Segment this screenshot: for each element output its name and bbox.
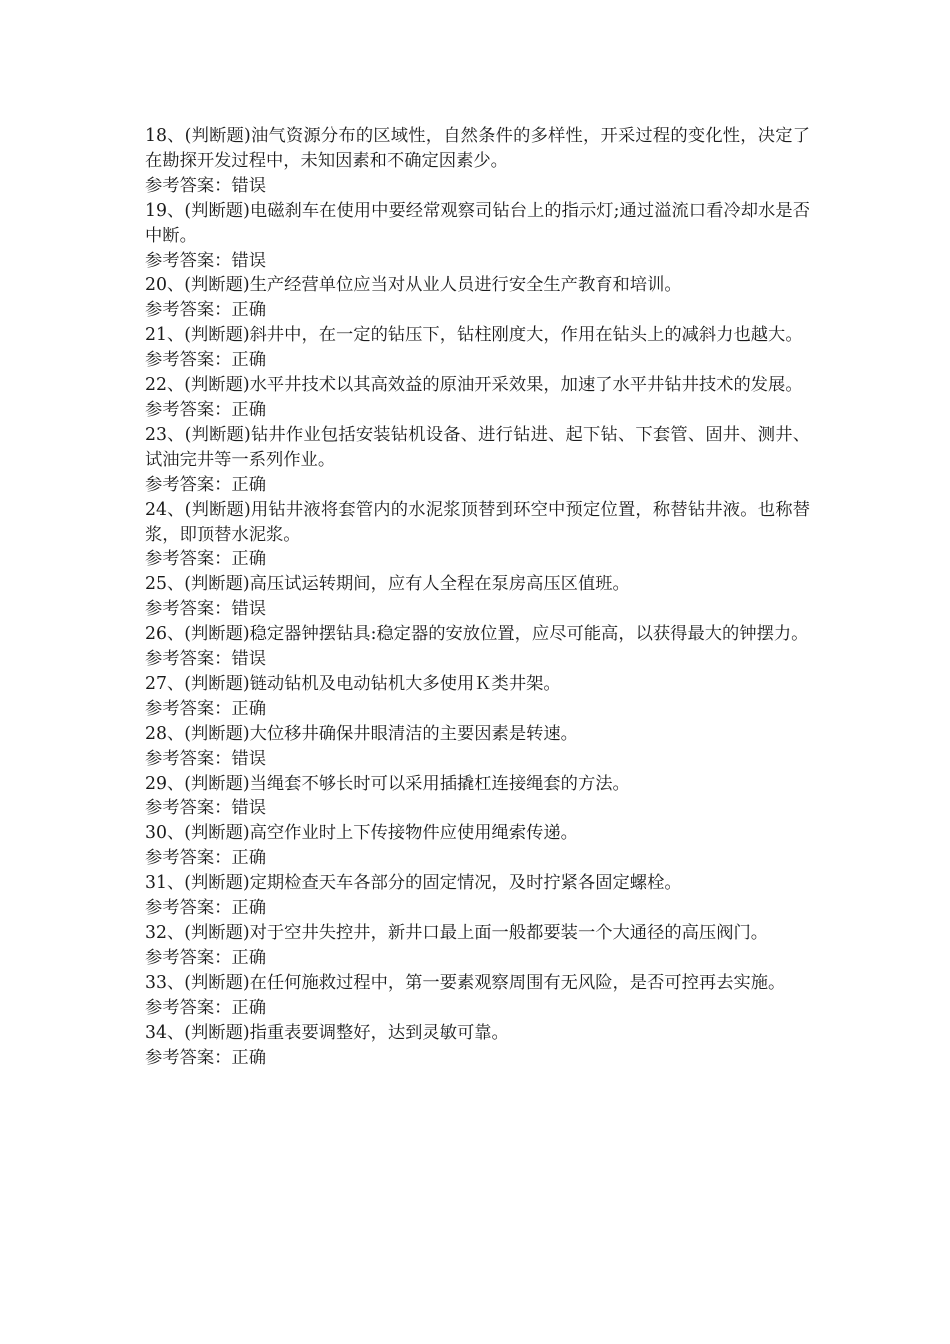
- question-text-18: 18、(判断题)油气资源分布的区域性，自然条件的多样性，开采过程的变化性，决定了在勘探开发过程中，未知因素和不确定因素少。: [145, 126, 810, 171]
- answer-19: 参考答案：错误: [145, 250, 266, 271]
- question-text-28: 28、(判断题)大位移井确保井眼清洁的主要因素是转速。: [145, 723, 578, 744]
- answer-29: 参考答案：错误: [145, 798, 266, 819]
- answer-18: 参考答案：错误: [145, 175, 266, 196]
- question-list: [145, 124, 810, 1070]
- question-text-19: 19、(判断题)电磁刹车在使用中要经常观察司钻台上的指示灯;通过溢流口看冷却水是否中断。: [145, 200, 810, 246]
- answer-33: 参考答案：正确: [145, 997, 266, 1018]
- answer-32: 参考答案：正确: [145, 947, 266, 968]
- question-text-27: 27、(判断题)链动钻机及电动钻机大多使用Ｋ类井架。: [145, 673, 561, 694]
- answer-22: 参考答案：正确: [145, 399, 266, 420]
- question-text-33: 33、(判断题)在任何施救过程中，第一要素观察周围有无风险，是否可控再去实施。: [145, 972, 786, 993]
- question-text-23: 23、(判断题)钻井作业包括安装钻机设备、进行钻进、起下钻、下套管、固井、测井、试油完井等一系列作业。: [145, 424, 810, 470]
- question-text-20: 20、(判断题)生产经营单位应当对从业人员进行安全生产教育和培训。: [145, 275, 682, 296]
- question-text-30: 30、(判断题)高空作业时上下传接物件应使用绳索传递。: [145, 823, 578, 844]
- question-text-32: 32、(判断题)对于空井失控井，新井口最上面一般都要装一个大通径的高压阀门。: [145, 923, 769, 943]
- answer-27: 参考答案：正确: [145, 698, 266, 719]
- answer-28: 参考答案：错误: [145, 748, 266, 769]
- answer-24: 参考答案：正确: [145, 549, 266, 570]
- answer-31: 参考答案：正确: [145, 898, 266, 919]
- question-text-25: 25、(判断题)高压试运转期间，应有人全程在泵房高压区值班。: [145, 574, 630, 595]
- question-text-29: 29、(判断题)当绳套不够长时可以采用插撬杠连接绳套的方法。: [145, 773, 630, 794]
- answer-23: 参考答案：正确: [145, 474, 266, 495]
- question-text-26: 26、(判断题)稳定器钟摆钻具:稳定器的安放位置，应尽可能高，以获得最大的钟摆力。: [145, 624, 809, 645]
- question-text-24: 24、(判断题)用钻井液将套管内的水泥浆顶替到环空中预定位置，称替钻井液。也称替浆，即顶替水泥浆。: [145, 499, 810, 545]
- answer-30: 参考答案：正确: [145, 848, 266, 869]
- question-text-31: 31、(判断题)定期检查天车各部分的固定情况，及时拧紧各固定螺栓。: [145, 873, 682, 894]
- question-text-34: 34、(判断题)指重表要调整好，达到灵敏可靠。: [145, 1022, 509, 1043]
- answer-20: 参考答案：正确: [145, 300, 266, 321]
- answer-26: 参考答案：错误: [145, 649, 266, 670]
- question-text-21: 21、(判断题)斜井中，在一定的钻压下，钻柱刚度大，作用在钻头上的减斜力也越大。: [145, 325, 803, 346]
- answer-25: 参考答案：错误: [145, 599, 266, 620]
- answer-21: 参考答案：正确: [145, 350, 266, 371]
- answer-34: 参考答案：正确: [145, 1047, 266, 1068]
- question-text-22: 22、(判断题)水平井技术以其高效益的原油开采效果，加速了水平井钻井技术的发展。: [145, 375, 803, 396]
